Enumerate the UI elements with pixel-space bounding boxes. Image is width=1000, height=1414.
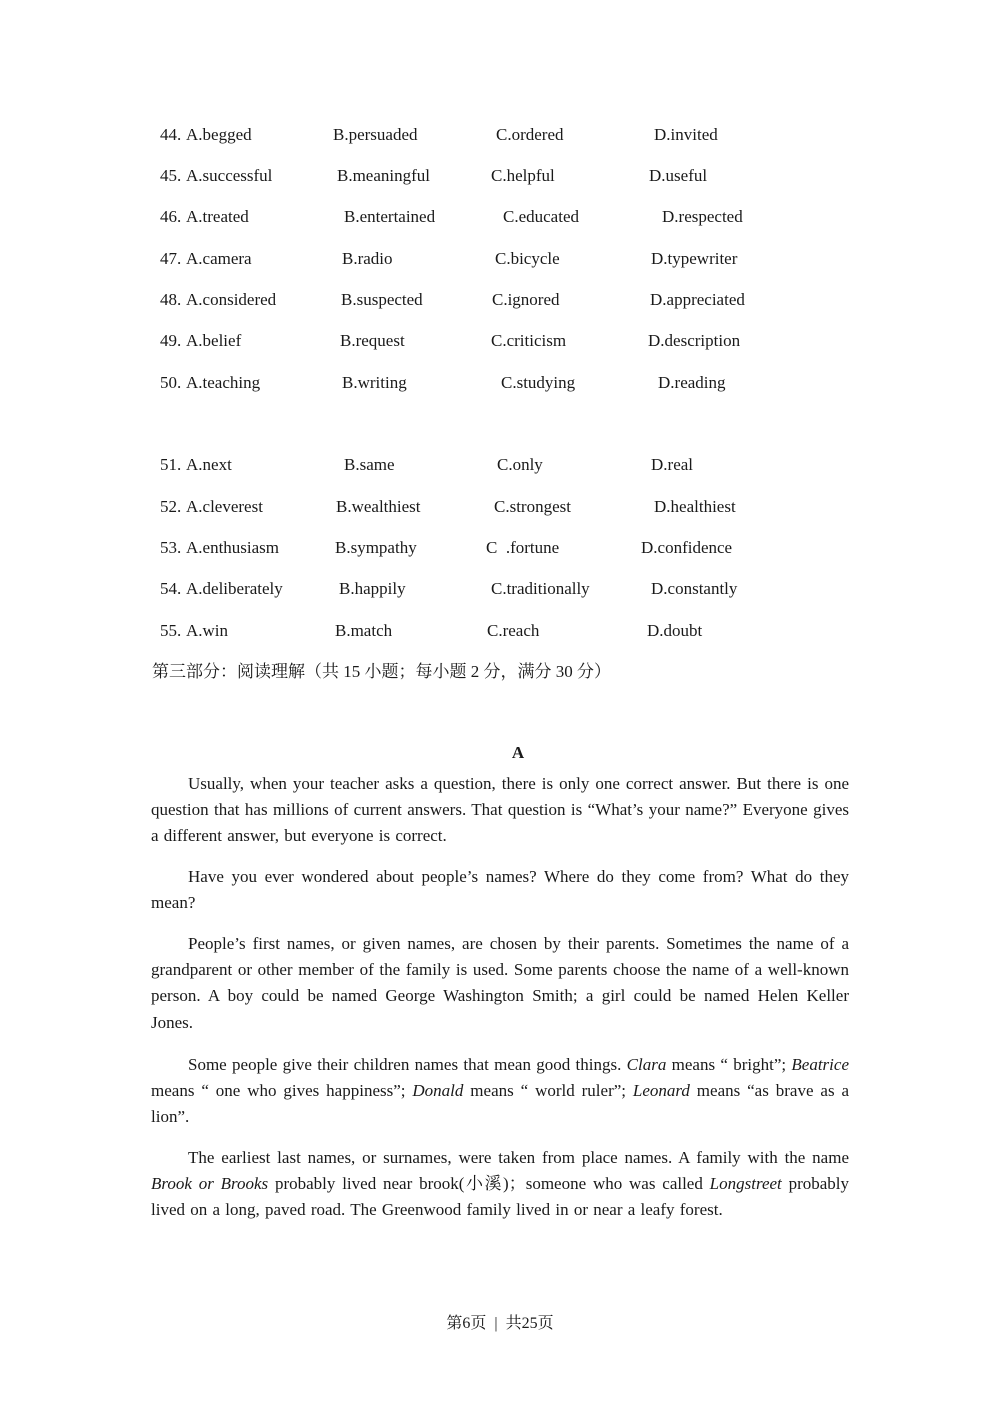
option-d: D.appreciated bbox=[650, 290, 745, 309]
question-number: 45. bbox=[160, 166, 182, 185]
option-a: A.begged bbox=[186, 125, 252, 144]
option-d: D.invited bbox=[654, 125, 718, 144]
option-c: C.bicycle bbox=[495, 249, 560, 268]
option-d: D.typewriter bbox=[651, 249, 738, 268]
question-row bbox=[0, 577, 1000, 601]
question-row bbox=[0, 247, 1000, 271]
option-b: B.meaningful bbox=[337, 166, 431, 185]
option-d: D.constantly bbox=[651, 579, 738, 598]
option-c: C .fortune bbox=[486, 538, 560, 557]
option-b: B.entertained bbox=[344, 207, 436, 226]
option-a: A.next bbox=[186, 455, 232, 474]
name-term: Leonard bbox=[632, 1081, 690, 1101]
question-row bbox=[0, 453, 1000, 477]
question-row bbox=[0, 123, 1000, 147]
option-b: B.same bbox=[344, 455, 395, 474]
paragraph: Usually, when your teacher asks a question, there is only one correct answer. But there is one question that has millions of current answers. That question is “What’s your name?” Everyone gives a different answer, but everyone is correct. bbox=[151, 774, 849, 846]
footer-separator: | bbox=[494, 1315, 498, 1332]
question-number: 44. bbox=[160, 125, 182, 144]
option-b: B.writing bbox=[342, 373, 407, 392]
page-number: 第6页 bbox=[446, 1315, 487, 1332]
option-d: D.real bbox=[651, 455, 694, 474]
option-c: C.traditionally bbox=[491, 579, 590, 598]
question-number: 46. bbox=[160, 207, 182, 226]
option-c: C.ignored bbox=[492, 290, 560, 309]
text-run: means “as brave as a lion”. bbox=[151, 1081, 849, 1127]
option-a: A.enthusiasm bbox=[186, 538, 280, 557]
name-term: Beatrice bbox=[791, 1055, 849, 1074]
text-run: probably lived on a long, paved road. The Greenwood family lived in or near a leafy forest. bbox=[151, 1174, 849, 1220]
option-b: B.suspected bbox=[341, 290, 423, 309]
text-run: means “ bright”; bbox=[666, 1055, 792, 1074]
option-b: B.persuaded bbox=[333, 125, 418, 144]
page-total: 共25页 bbox=[505, 1315, 554, 1332]
paragraph: Have you ever wondered about people’s names? Where do they come from? What do they mean? bbox=[151, 867, 849, 913]
name-term: Longstreet bbox=[709, 1174, 782, 1194]
option-a: A.deliberately bbox=[186, 579, 283, 598]
name-term: Donald bbox=[412, 1081, 464, 1101]
option-d: D.doubt bbox=[647, 621, 703, 640]
question-number: 53. bbox=[160, 538, 182, 557]
section-title: 第三部分：阅读理解（共 15 小题；每小题 2 分，满分 30 分） bbox=[152, 662, 611, 681]
text-run: means “ one who gives happiness”; bbox=[151, 1081, 413, 1101]
question-row bbox=[0, 495, 1000, 519]
passage-heading: A bbox=[511, 743, 525, 762]
option-d: D.respected bbox=[662, 207, 743, 226]
question-row bbox=[0, 371, 1000, 395]
option-c: C.only bbox=[497, 455, 543, 474]
option-a: A.successful bbox=[186, 166, 273, 185]
option-c: C.educated bbox=[503, 207, 579, 226]
question-row bbox=[0, 205, 1000, 229]
option-b: B.wealthiest bbox=[336, 497, 421, 516]
paragraph bbox=[151, 1145, 849, 1224]
option-b: B.sympathy bbox=[335, 538, 417, 557]
option-c: C.studying bbox=[501, 373, 576, 392]
option-d: D.useful bbox=[649, 166, 708, 185]
question-row bbox=[0, 619, 1000, 643]
option-d: D.description bbox=[648, 331, 741, 350]
option-d: D.confidence bbox=[641, 538, 733, 557]
option-b: B.happily bbox=[339, 579, 406, 598]
name-term: Brook or Brooks bbox=[151, 1174, 269, 1194]
page-footer bbox=[0, 1310, 1000, 1333]
question-number: 50. bbox=[160, 373, 182, 392]
option-b: B.radio bbox=[342, 249, 393, 268]
option-a: A.considered bbox=[186, 290, 277, 309]
option-a: A.win bbox=[186, 621, 229, 640]
text-run: probably lived near brook(小溪)；someone who was called bbox=[268, 1174, 710, 1194]
option-a: A.treated bbox=[186, 207, 249, 226]
option-b: B.request bbox=[340, 331, 405, 350]
question-row bbox=[0, 164, 1000, 188]
option-a: A.camera bbox=[186, 249, 252, 268]
option-c: C.ordered bbox=[496, 125, 564, 144]
text-run: means “ world ruler”; bbox=[463, 1081, 633, 1101]
option-d: D.reading bbox=[658, 373, 726, 392]
option-a: A.cleverest bbox=[186, 497, 263, 516]
option-b: B.match bbox=[335, 621, 393, 640]
text-run: Some people give their children names that mean good things. bbox=[188, 1055, 627, 1074]
option-c: C.reach bbox=[487, 621, 540, 640]
option-a: A.teaching bbox=[186, 373, 261, 392]
question-number: 51. bbox=[160, 455, 182, 474]
option-c: C.strongest bbox=[494, 497, 571, 516]
paragraph: People’s first names, or given names, are chosen by their parents. Sometimes the name of a grandparent or other member of the family is used. Some parents choose the name of a well-known person. A boy could be named George Washington Smith; a girl could be named Helen Keller Jones. bbox=[151, 934, 849, 1032]
text-run: The earliest last names, or surnames, were taken from place names. A family with the name bbox=[188, 1148, 849, 1167]
option-c: C.helpful bbox=[491, 166, 555, 185]
question-number: 54. bbox=[160, 579, 182, 598]
question-number: 55. bbox=[160, 621, 182, 640]
question-row bbox=[0, 288, 1000, 312]
question-row bbox=[0, 536, 1000, 560]
question-number: 47. bbox=[160, 249, 182, 268]
question-number: 49. bbox=[160, 331, 182, 350]
question-number: 52. bbox=[160, 497, 182, 516]
name-term: Clara bbox=[626, 1055, 667, 1074]
option-d: D.healthiest bbox=[654, 497, 736, 516]
question-row bbox=[0, 329, 1000, 353]
paragraph bbox=[151, 1052, 849, 1131]
option-a: A.belief bbox=[186, 331, 242, 350]
question-number: 48. bbox=[160, 290, 182, 309]
option-c: C.criticism bbox=[491, 331, 567, 350]
